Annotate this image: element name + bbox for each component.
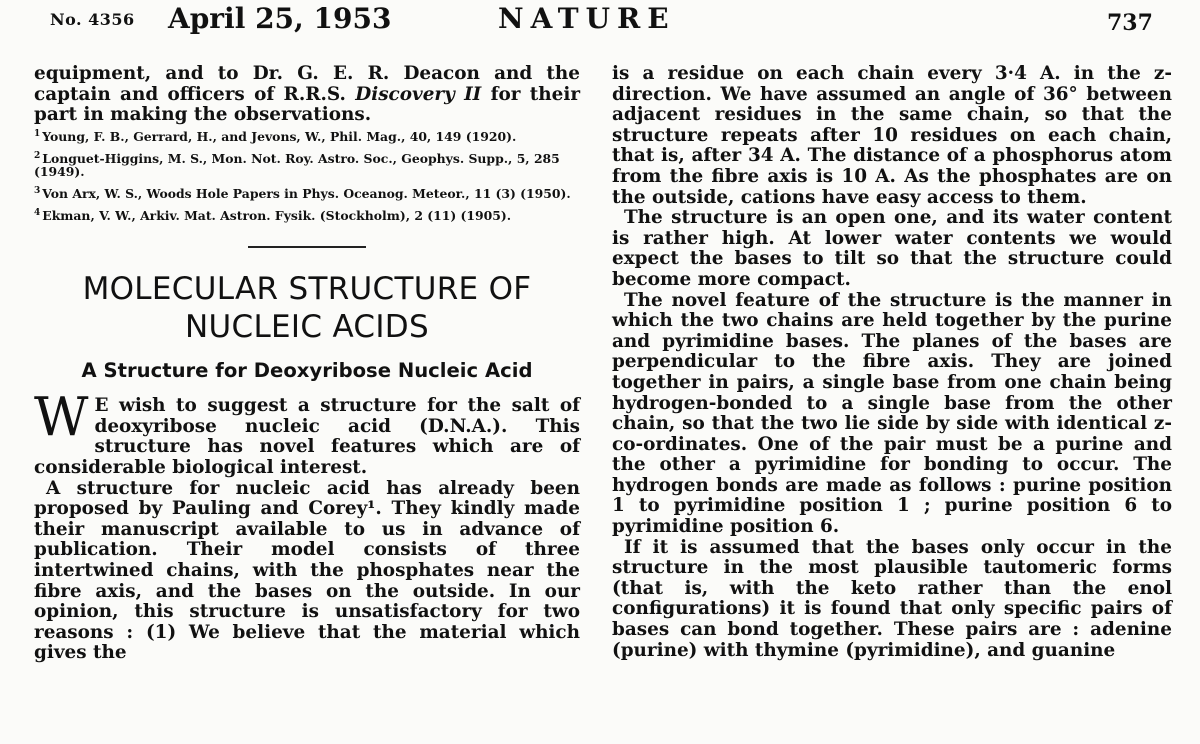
article-title <box>34 270 580 346</box>
reference-list <box>34 128 580 222</box>
title-line-2: NUCLEIC ACIDS <box>185 309 429 346</box>
reference-item: $^3$ Von Arx, W. S., Woods Hole Papers in Phys. Oceanog. Meteor., 11 (3) (1950). <box>34 185 571 201</box>
intro-line-1: equipment, and to Dr. G. E. R. Deacon and the <box>34 63 580 84</box>
intro-line-2: captain and officers of R.R.S. <box>34 83 356 105</box>
drop-cap: W <box>34 387 89 449</box>
page-number: 737 <box>1107 10 1153 36</box>
intro-paragraph <box>34 64 580 126</box>
right-column <box>612 64 1172 661</box>
right-paragraph-1: is a residue on each chain every 3·4 A. in the z-direction. We have assumed an angle of 36° between adjacent residues in the same chain, so that the structure repeats after 10 residues on each chain, that is, after 34 A. The distance of a phosphorus atom from the fibre axis is 10 A. As the phosphates are on the outside, cations have easy access to them. <box>612 63 1172 208</box>
right-paragraph-4: If it is assumed that the bases only occur in the structure in the most plausible tautomeric forms (that is, with the keto rather than the enol configurations) it is found that only specific pairs of bases can bond together. These pairs are : adenine (purine) with thymine (pyrimidine), and guanine <box>612 536 1172 661</box>
issue-number: No. 4356 <box>50 10 135 29</box>
page-header <box>0 0 1200 40</box>
section-divider <box>248 246 366 248</box>
reference-item: $^1$ Young, F. B., Gerrard, H., and Jevons, W., Phil. Mag., 40, 149 (1920). <box>34 128 517 144</box>
reference-item: $^4$ Ekman, V. W., Arkiv. Mat. Astron. Fysik. (Stockholm), 2 (11) (1905). <box>34 207 512 223</box>
right-paragraph-2: The structure is an open one, and its water content is rather high. At lower water contents we would expect the bases to tilt so that the structure could become more compact. <box>612 207 1172 290</box>
title-line-1: MOLECULAR STRUCTURE OF <box>82 271 532 308</box>
body-paragraph-2: A structure for nucleic acid has already been proposed by Pauling and Corey¹. They kindly made their manuscript available to us in advance of publication. Their model consists of three intertwined chains, with the phosphates near the fibre axis, and the bases on the outside. In our opinion, this structure is unsatisfactory for two reasons : (1) We believe that the material which gives the <box>34 477 580 664</box>
issue-date: April 25, 1953 <box>168 2 392 35</box>
left-column <box>34 64 580 664</box>
journal-name: NATURE <box>498 2 676 35</box>
body-paragraph-1: W E wish to suggest a structure for the salt of deoxyribose nucleic acid (D.N.A.). This structure has novel features which are of considerable biological interest. <box>34 387 580 479</box>
intro-line-3: for their part in making the observations. <box>34 83 581 126</box>
ship-name: Discovery II <box>355 83 482 105</box>
reference-item: $^2$ Longuet-Higgins, M. S., Mon. Not. Roy. Astro. Soc., Geophys. Supp., 5, 285 (1949). <box>34 150 560 180</box>
right-paragraph-3: The novel feature of the structure is the manner in which the two chains are held together by the purine and pyrimidine bases. The planes of the bases are perpendicular to the fibre axis. They are joined together in pairs, a single base from one chain being hydrogen-bonded to a single base from the other chain, so that the two lie side by side with identical z-co-ordinates. One of the pair must be a purine and the other a pyrimidine for bonding to occur. The hydrogen bonds are made as follows : purine position 1 to pyrimidine position 1 ; purine position 6 to pyrimidine position 6. <box>612 289 1172 538</box>
article-subtitle: A Structure for Deoxyribose Nucleic Acid <box>81 359 533 383</box>
